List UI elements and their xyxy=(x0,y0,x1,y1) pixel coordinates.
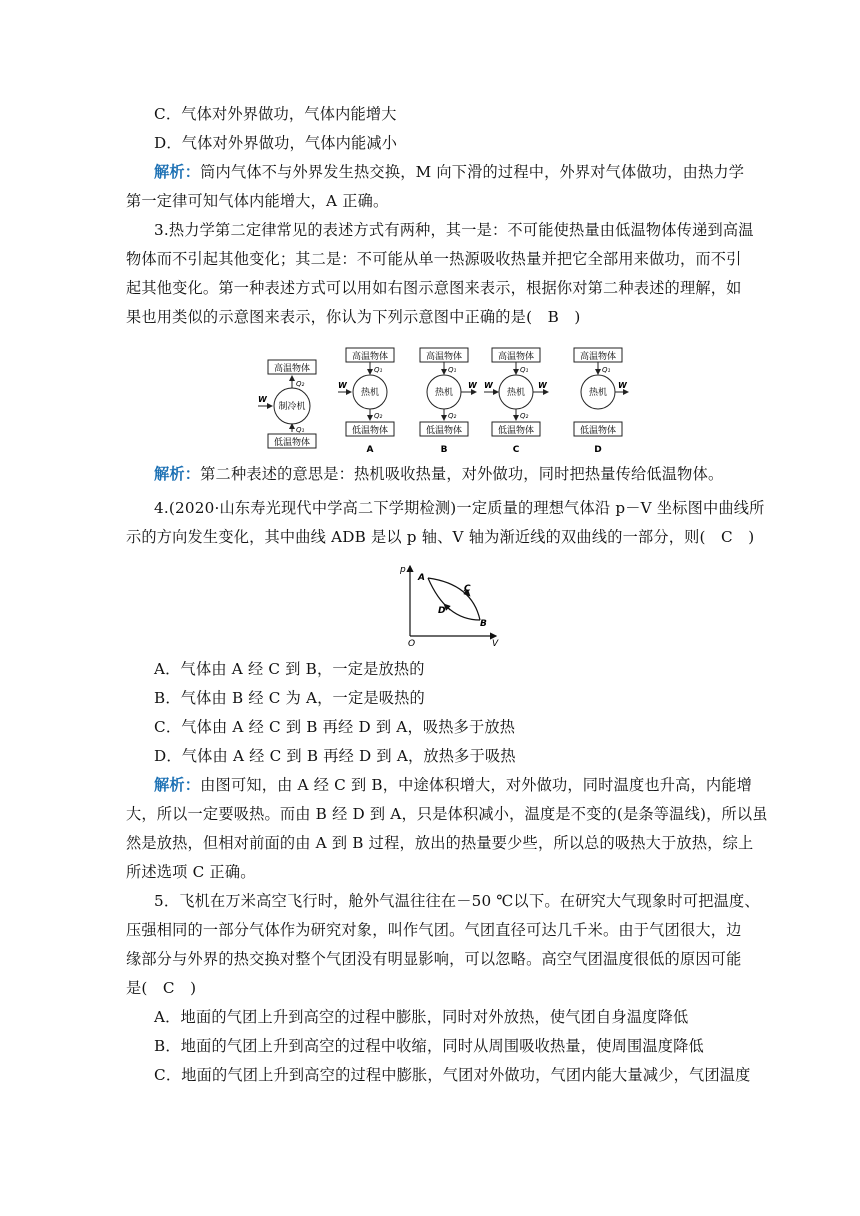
svg-text:热机: 热机 xyxy=(360,388,380,398)
q4-explanation-line-3: 然是放热，但相对前面的由 A 到 B 过程，放出的热量要少些，所以总的吸热大于放热，综上 xyxy=(126,834,754,852)
svg-text:高温物体: 高温物体 xyxy=(497,352,535,362)
svg-text:W: W xyxy=(484,381,493,390)
q5-option-c: C．地面的气团上升到高空的过程中膨胀，气团对外做功，气团内能大量减少，气团温度 xyxy=(154,1066,751,1084)
svg-text:Q₂: Q₂ xyxy=(520,412,529,420)
svg-text:热机: 热机 xyxy=(588,388,608,398)
pv-graph xyxy=(392,560,504,648)
explanation-label: 解析： xyxy=(154,465,201,483)
svg-text:p: p xyxy=(400,565,406,575)
curve-acb xyxy=(428,578,480,620)
fridge-reference-diagram xyxy=(258,360,316,448)
diagram-option-a xyxy=(338,348,394,455)
svg-text:W: W xyxy=(338,381,347,390)
svg-text:Q₁: Q₁ xyxy=(520,366,529,374)
q3-stem-line-3: 起其他变化。第一种表述方式可以用如右图示意图来表示，根据你对第二种表述的理解，如 xyxy=(126,279,742,297)
diagram-option-d xyxy=(574,348,628,455)
q3-explanation: 解析：第二种表述的意思是：热机吸收热量，对外做功，同时把热量传给低温物体。 xyxy=(154,465,724,483)
svg-text:C: C xyxy=(464,584,471,594)
q2-explanation-line-2: 第一定律可知气体内能增大，A 正确。 xyxy=(126,192,389,210)
svg-text:Q₁: Q₁ xyxy=(374,366,383,374)
svg-text:W: W xyxy=(258,395,267,404)
svg-text:O: O xyxy=(408,639,416,648)
q3-stem-line-4: 果也用类似的示意图来表示，你认为下列示意图中正确的是( B ) xyxy=(126,308,581,326)
q5-stem-line-2: 压强相同的一部分气体作为研究对象，叫作气团。气团直径可达几千米。由于气团很大，边 xyxy=(126,921,742,939)
svg-text:W: W xyxy=(538,381,547,390)
svg-text:高温物体: 高温物体 xyxy=(579,352,617,362)
diagram-label-b: B xyxy=(440,445,448,455)
fridge-label: 制冷机 xyxy=(278,402,306,412)
q2-explanation-line-1: 解析：筒内气体不与外界发生热交换，M 向下滑的过程中，外界对气体做功，由热力学 xyxy=(154,163,745,181)
q5-stem-line-3: 缘部分与外界的热交换对整个气团没有明显影响，可以忽略。高空气团温度很低的原因可能 xyxy=(126,950,742,968)
svg-text:高温物体: 高温物体 xyxy=(351,352,389,362)
svg-text:Q₂: Q₂ xyxy=(374,412,383,420)
svg-text:W: W xyxy=(618,381,627,390)
svg-text:高温物体: 高温物体 xyxy=(425,352,463,362)
q4-option-c: C．气体由 A 经 C 到 B 再经 D 到 A，吸热多于放热 xyxy=(154,718,516,736)
q5-stem-line-1: 5．飞机在万米高空飞行时，舱外气温往往在－50 ℃以下。在研究大气现象时可把温度、 xyxy=(154,892,760,910)
q5-option-a: A．地面的气团上升到高空的过程中膨胀，同时对外放热，使气团自身温度降低 xyxy=(154,1008,689,1026)
svg-text:D: D xyxy=(438,606,446,616)
svg-text:热机: 热机 xyxy=(434,388,454,398)
heat-engine-diagram xyxy=(232,340,632,460)
curve-adb xyxy=(428,578,480,620)
svg-text:Q₁: Q₁ xyxy=(296,426,305,434)
q4-stem-line-2: 示的方向发生变化，其中曲线 ADB 是以 p 轴、V 轴为渐近线的双曲线的一部分，则( C ) xyxy=(126,528,755,546)
q4-option-d: D．气体由 A 经 C 到 B 再经 D 到 A，放热多于吸热 xyxy=(154,747,516,765)
cold-body-label: 低温物体 xyxy=(273,438,311,448)
svg-text:Q₁: Q₁ xyxy=(602,366,611,374)
diagram-label-a: A xyxy=(366,445,374,455)
svg-text:Q₁: Q₁ xyxy=(448,366,457,374)
q2-option-d: D．气体对外界做功，气体内能减小 xyxy=(154,134,398,152)
q4-explanation-line-4: 所述选项 C 正确。 xyxy=(126,863,256,881)
q4-option-b: B．气体由 B 经 C 为 A，一定是吸热的 xyxy=(154,689,425,707)
svg-text:B: B xyxy=(480,619,487,629)
svg-text:低温物体: 低温物体 xyxy=(579,426,617,436)
explanation-label: 解析： xyxy=(154,776,201,794)
q5-stem-line-4: 是( C ) xyxy=(126,979,197,997)
svg-text:V: V xyxy=(492,639,499,648)
q3-stem-line-1: 3.热力学第二定律常见的表述方式有两种，其一是：不可能使热量由低温物体传递到高温 xyxy=(154,221,754,239)
svg-text:低温物体: 低温物体 xyxy=(497,426,535,436)
q4-stem-line-1: 4.(2020·山东寿光现代中学高二下学期检测)一定质量的理想气体沿 p－V 坐标图中曲线所 xyxy=(154,499,765,517)
diagram-option-c xyxy=(484,348,548,455)
q5-option-b: B．地面的气团上升到高空的过程中收缩，同时从周围吸收热量，使周围温度降低 xyxy=(154,1037,704,1055)
svg-text:Q₂: Q₂ xyxy=(296,380,305,388)
q4-option-a: A．气体由 A 经 C 到 B，一定是放热的 xyxy=(154,660,425,678)
diagram-label-c: C xyxy=(512,445,520,455)
svg-text:Q₂: Q₂ xyxy=(448,412,457,420)
diagram-label-d: D xyxy=(594,445,602,455)
svg-text:低温物体: 低温物体 xyxy=(425,426,463,436)
hot-body-label: 高温物体 xyxy=(273,364,311,374)
q4-explanation-line-1: 解析：由图可知，由 A 经 C 到 B，中途体积增大，对外做功，同时温度也升高，内能增 xyxy=(154,776,753,794)
diagram-option-b xyxy=(420,348,478,455)
svg-text:低温物体: 低温物体 xyxy=(351,426,389,436)
explanation-label: 解析： xyxy=(154,163,201,181)
q3-stem-line-2: 物体而不引起其他变化；其二是：不可能从单一热源吸收热量并把它全部用来做功，而不引 xyxy=(126,250,742,268)
q2-option-c: C．气体对外界做功，气体内能增大 xyxy=(154,105,397,123)
svg-text:A: A xyxy=(418,573,425,583)
svg-text:热机: 热机 xyxy=(506,388,526,398)
q4-explanation-line-2: 大，所以一定要吸热。而由 B 经 D 到 A，只是体积减小，温度是不变的(是条等温线)，所以虽 xyxy=(126,805,768,823)
svg-text:W: W xyxy=(468,381,477,390)
